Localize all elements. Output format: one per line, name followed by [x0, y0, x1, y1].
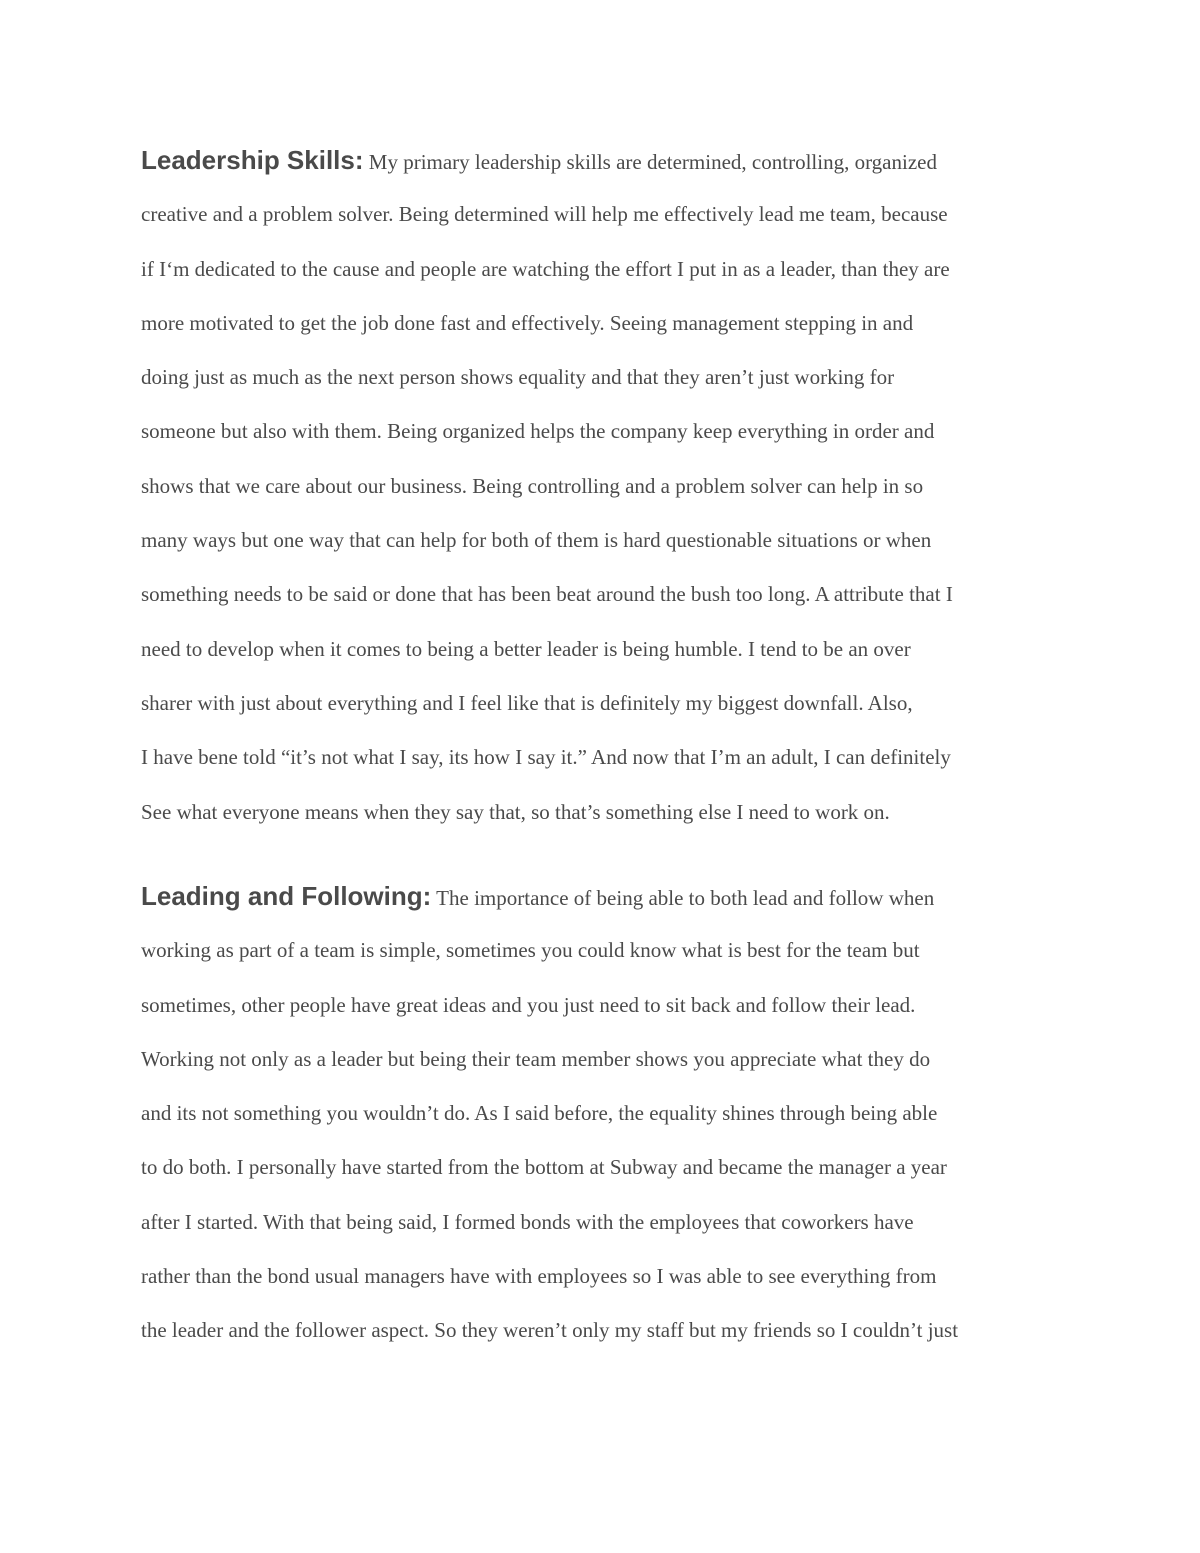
text-line: if I‘m dedicated to the cause and people are watching the effort I put in as a leader, than they are — [141, 256, 950, 281]
text-line: working as part of a team is simple, sometimes you could know what is best for the team but — [141, 938, 920, 963]
text-line: and its not something you wouldn’t do. As I said before, the equality shines through being able — [141, 1101, 938, 1126]
text-line: after I started. With that being said, I formed bonds with the employees that coworkers have — [141, 1209, 914, 1234]
section-leadership-skills — [141, 140, 1071, 846]
text-line: someone but also with them. Being organized helps the company keep everything in order and — [141, 419, 935, 444]
section-heading: Leadership Skills: — [141, 145, 364, 175]
text-line: shows that we care about our business. Being controlling and a problem solver can help in so — [141, 473, 924, 498]
section-heading: Leading and Following: — [141, 881, 432, 911]
paragraph-text: The importance of being able to both lead and follow when — [431, 886, 935, 910]
text-line: more motivated to get the job done fast and effectively. Seeing management stepping in and — [141, 310, 914, 335]
text-line — [141, 140, 1071, 194]
text-line: to do both. I personally have started from the bottom at Subway and became the manager a year — [141, 1155, 947, 1180]
section-leading-and-following — [141, 876, 1071, 1365]
text-line: many ways but one way that can help for both of them is hard questionable situations or when — [141, 528, 932, 553]
text-line: sharer with just about everything and I feel like that is definitely my biggest downfall. Also, — [141, 690, 913, 715]
text-line: I have bene told “it’s not what I say, its how I say it.” And now that I’m an adult, I can definitely — [141, 745, 951, 770]
text-line: rather than the bond usual managers have with employees so I was able to see everything from — [141, 1264, 937, 1289]
text-line: Working not only as a leader but being their team member shows you appreciate what they do — [141, 1046, 931, 1071]
text-line: something needs to be said or done that has been beat around the bush too long. A attribute that I — [141, 582, 953, 607]
text-line: See what everyone means when they say that, so that’s something else I need to work on. — [141, 799, 890, 824]
text-line: sometimes, other people have great ideas and you just need to sit back and follow their lead. — [141, 992, 916, 1017]
text-line: creative and a problem solver. Being determined will help me effectively lead me team, because — [141, 202, 948, 227]
text-line: need to develop when it comes to being a better leader is being humble. I tend to be an over — [141, 636, 911, 661]
text-line: the leader and the follower aspect. So they weren’t only my staff but my friends so I couldn’t just — [141, 1318, 959, 1343]
paragraph-text: My primary leadership skills are determined, controlling, organized — [363, 150, 937, 174]
text-line — [141, 876, 1071, 930]
text-line: doing just as much as the next person shows equality and that they aren’t just working for — [141, 365, 895, 390]
